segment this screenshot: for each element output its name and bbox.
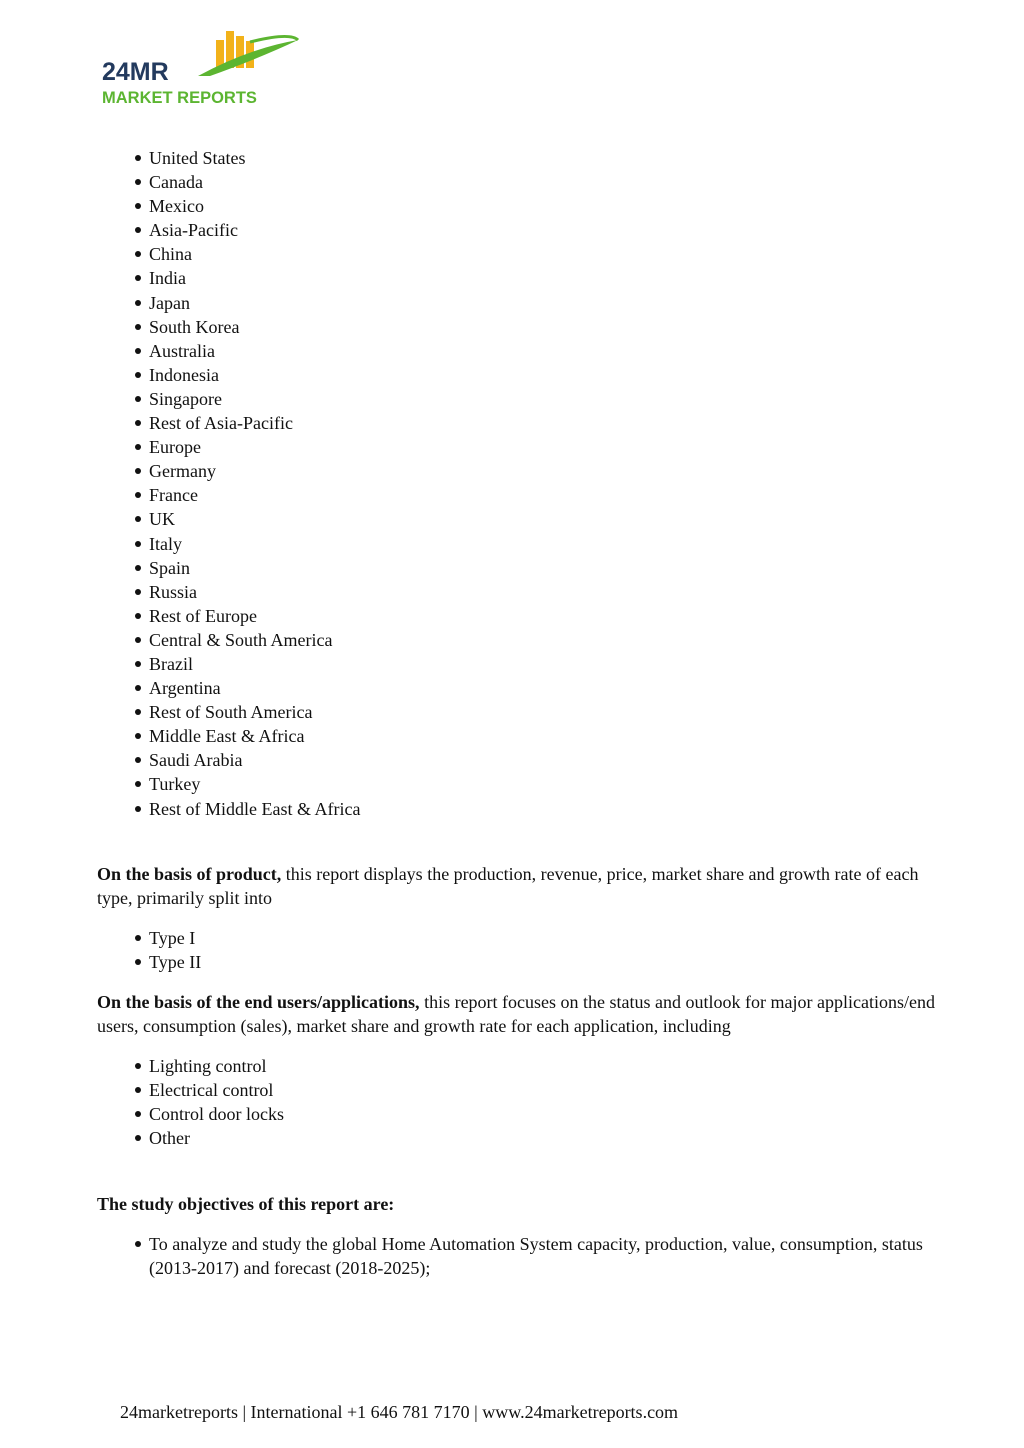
region-item: Saudi Arabia [149,748,937,772]
region-item: South Korea [149,315,937,339]
region-item: Europe [149,435,937,459]
page-footer: 24marketreports | International +1 646 781 7170 | www.24marketreports.com [120,1402,679,1422]
product-lead: On the basis of product, [97,863,282,884]
logo-line1: 24MR [102,58,169,86]
region-item: Italy [149,532,937,556]
application-item: Control door locks [149,1102,937,1126]
region-item: Rest of Asia-Pacific [149,411,937,435]
objectives-heading-text: The study objectives of this report are: [97,1193,395,1214]
application-list [97,1054,937,1150]
region-item: Central & South America [149,628,937,652]
document-body [97,146,937,1280]
objective-item: To analyze and study the global Home Automation System capacity, production, value, consumption, status (2013-2017) and forecast (2018-2025); [149,1232,937,1280]
application-item: Other [149,1126,937,1150]
region-item: France [149,483,937,507]
company-logo [100,28,310,108]
region-item: Brazil [149,652,937,676]
region-list [97,146,937,821]
product-text: this report displays the production, revenue, price, market share and growth rate of each type, primarily split into [97,863,919,908]
region-item: Japan [149,291,937,315]
region-item: Rest of South America [149,700,937,724]
logo-line2: MARKET REPORTS [102,89,257,107]
product-paragraph [97,862,937,910]
type-item: Type I [149,926,937,950]
region-item: Rest of Europe [149,604,937,628]
region-item: Rest of Middle East & Africa [149,797,937,821]
objectives-list [97,1232,937,1280]
applications-text: this report focuses on the status and outlook for major applications/end users, consumption (sales), market share and growth rate for each application, including [97,992,935,1037]
region-item: Asia-Pacific [149,218,937,242]
region-item: India [149,266,937,290]
region-item: Canada [149,170,937,194]
region-item: Argentina [149,676,937,700]
region-item: UK [149,507,937,531]
region-item: Mexico [149,194,937,218]
region-item: Singapore [149,387,937,411]
region-item: United States [149,146,937,170]
region-item: Spain [149,556,937,580]
type-item: Type II [149,950,937,974]
objectives-heading [97,1192,937,1216]
region-item: China [149,242,937,266]
region-item: Middle East & Africa [149,724,937,748]
type-list [97,926,937,974]
region-item: Australia [149,339,937,363]
region-item: Indonesia [149,363,937,387]
application-item: Electrical control [149,1078,937,1102]
region-item: Turkey [149,772,937,796]
application-item: Lighting control [149,1054,937,1078]
applications-paragraph [97,990,937,1038]
region-item: Germany [149,459,937,483]
applications-lead: On the basis of the end users/applications, [97,992,420,1012]
region-item: Russia [149,580,937,604]
